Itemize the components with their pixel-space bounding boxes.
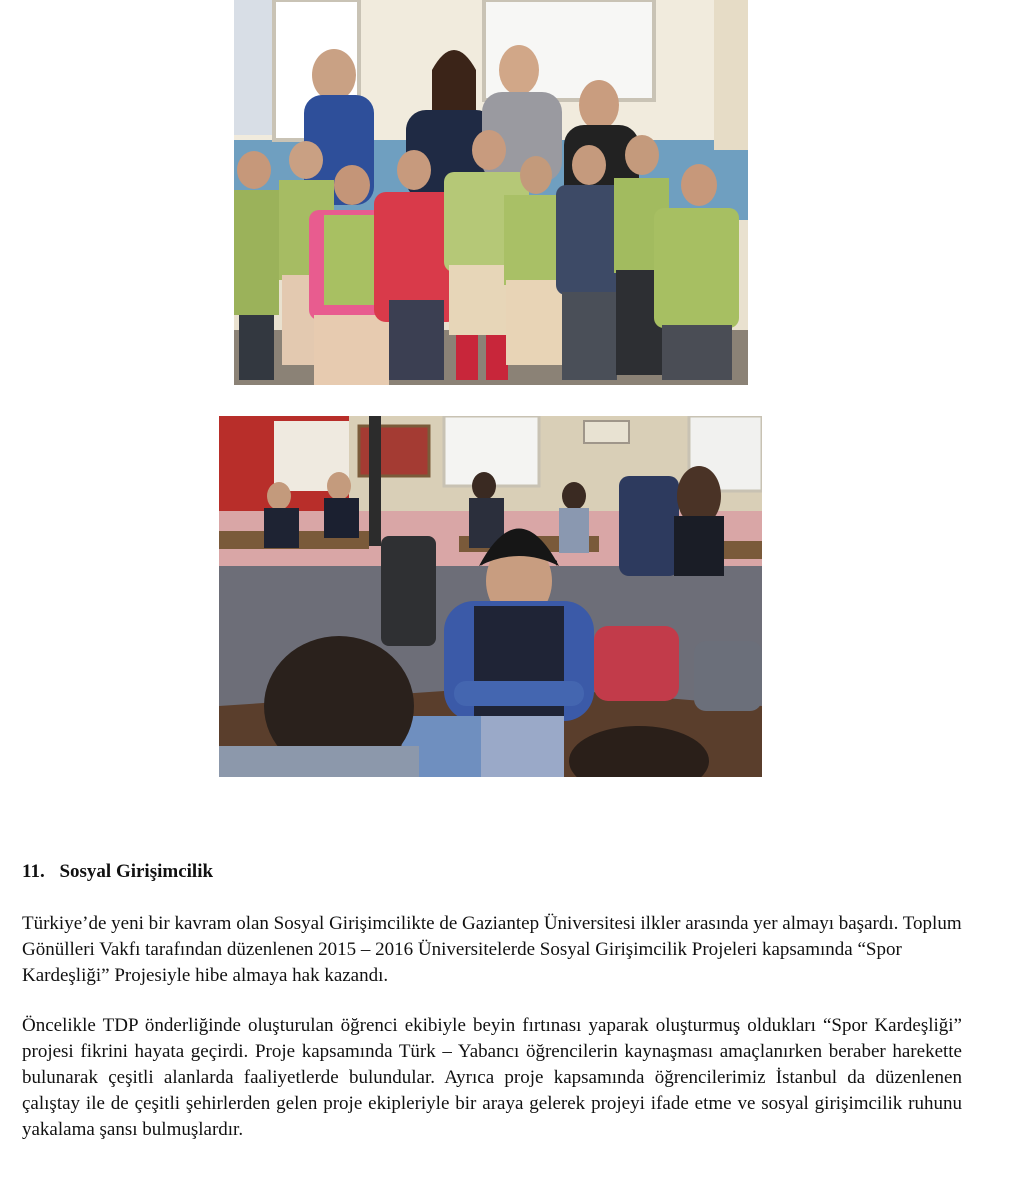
section-heading xyxy=(22,860,213,884)
paragraph: Öncelikle TDP önderliğinde oluşturulan öğrenci ekibiyle beyin fırtınası yaparak oluşturmuş oldukları “Spor Kardeşliği” projesi fikrini hayata geçirdi. Proje kapsamında Türk – Yabancı öğrencilerin kaynaşması amaçlanırken beraber harekette bulunarak çeşitli alanlarda faaliyetlerde bulundular. Ayrıca proje kapsamında öğrencilerimiz İstanbul da düzenlenen çalıştay ile de çeşitli şehirlerden gelen proje ekipleriyle bir araya gelerek projeyi ifade etme ve sosyal girişimcilik ruhunu yakalama şansı bulmuşlardır. xyxy=(22,1015,962,1140)
section-title: Sosyal Girişimcilik xyxy=(59,861,214,882)
classroom-photo xyxy=(219,416,762,777)
section-number: 11. xyxy=(22,861,45,882)
group-photo xyxy=(234,0,748,385)
paragraph: Türkiye’de yeni bir kavram olan Sosyal Girişimcilikte de Gaziantep Üniversitesi ilkler arasında yer almayı başardı. Toplum Gönülleri Vakfı tarafından düzenlenen 2015 – 2016 Üniversitelerde Sosyal Girişimcilik Projeleri kapsamında “Spor Kardeşliği” Projesiyle hibe almaya hak kazandı. xyxy=(22,913,962,986)
